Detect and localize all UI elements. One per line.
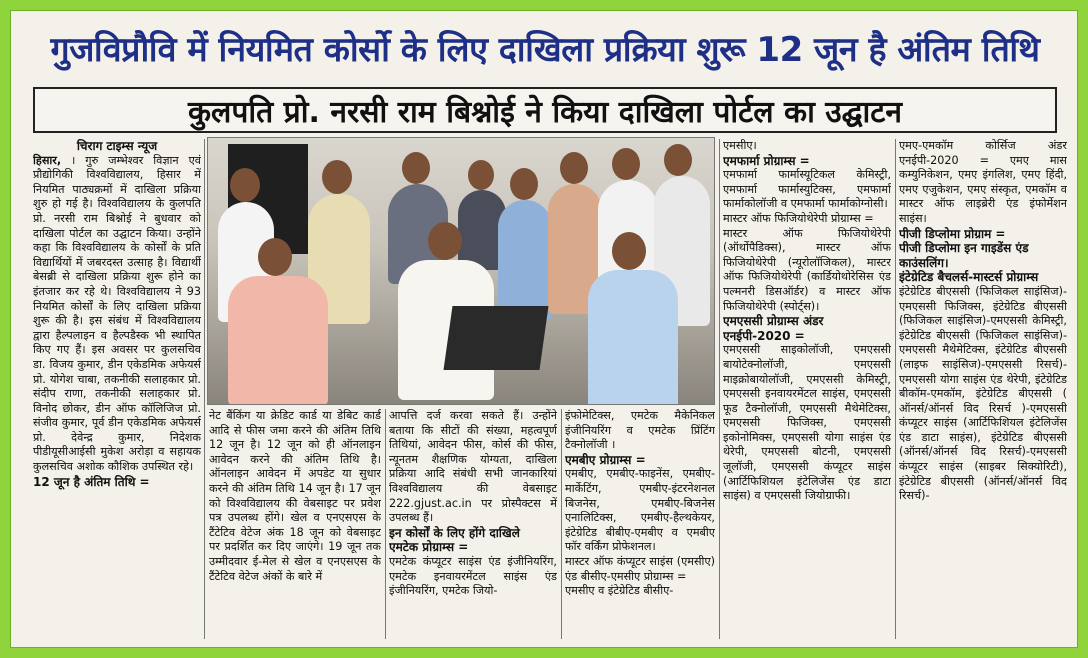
column-4-body-3: एमसीए व इंटेग्रेटिड बीसीए- <box>565 584 674 598</box>
column-5-body-1: एमफार्मा फार्मास्यूटिकल केमिस्ट्री, एमफार्मा फार्मास्युटिक्स, एमफार्मा फार्माकोलॉजी व एमफार्मा फार्माकोग्नोसी। <box>723 168 891 211</box>
column-2 <box>209 409 381 645</box>
column-5 <box>723 139 891 645</box>
laptop <box>444 306 549 370</box>
column-4-body-2: मास्टर ऑफ कंप्यूटर साइंस (एमसीए) एंड बीसीए-एमसीए प्रोग्राम्स = <box>565 554 715 583</box>
column-divider <box>561 409 562 639</box>
section-pg-diploma-course: पीजी डिप्लोमा इन गाइडेंस एंड काउंसलिंग। <box>899 241 1029 270</box>
column-1 <box>33 139 201 645</box>
section-mtech: एमटेक प्रोग्राम्स = <box>389 540 469 555</box>
column-1-body: । गुरु जम्भेश्वर विज्ञान एवं प्रौद्योगिकी विश्वविद्यालय, हिसार में नियमित पाठ्यक्रमों में दाखिला प्रक्रिया शुरु हो गई है। विश्वविद्यालय के कुलपति प्रो. नरसी राम बिश्नोई ने बुधवार को दाखिला पोर्टल का उद्घाटन किया। उन्होंने कहा कि विश्वविद्यालय के कोर्सों के प्रति विद्यार्थियों में जबरदस्त उत्साह है। विद्यार्थी बेसब्री से दाखिला प्रक्रिया शुरू होने का इंतजार कर रहे थे। विश्वविद्यालय ने 93 नियमित कोर्सों के लिए दाखिला प्रक्रिया शुरू की है। इस संबंध में विश्वविद्यालय द्वारा हैल्पलाइन व हैल्पडैस्क भी स्थापित किए गए हैं। इस अवसर पर कुलसचिव डा. विजय कुमार, डीन एकेडमिक अफेयर्स प्रो. योगेश चाबा, तकनीकी सलाहकार प्रो. संदीप राणा, तकनीकी सलाहकार प्रो. विनोद छोकर, डीन ऑफ कॉलिजिज प्रो. संजीव कुमार, पूर्व डीन एकेडमिक अफेयर्स प्रो. देवेन्द्र कुमार, निदेशक पीडीयूसीआईसी मुकेश अरोड़ा व सहायक कुलसचिव अशोक कौशिक उपस्थित रहे। <box>33 153 201 474</box>
column-3-body-2: एमटेक कंप्यूटर साइंस एंड इंजीनियरिंग, एमटेक इनवायरमेंटल साइंस एंड इंजीनियरिंग, एमटेक जियो- <box>389 554 557 598</box>
column-5-body-3: मास्टर ऑफ फिजियोथेरेपी (ऑर्थोपैडिक्स), मास्टर ऑफ फिजियोथेरेपी (न्यूरोलॉजिकल), मास्टर ऑफ फिजियोथेरेपी (कार्डियोथोरेसिस एंड पल्मनरी डिसऑर्डर) व मास्टर ऑफ फिजियोथेरेपी (स्पोर्ट्स)। <box>723 226 891 313</box>
section-last-date: 12 जून है अंतिम तिथि = <box>33 474 150 489</box>
column-divider <box>385 409 386 639</box>
column-4-body-1: एमबीए, एमबीए-फाइनेंस, एमबीए-मार्केटिंग, एमबीए-इंटरनेशनल बिजनेस, एमबीए-बिजनेस एनालिटिक्स, एमबीए-हैल्थकेयर, इंटेग्रेटिड बीबीए-एमबीए व एमबीए फॉर वर्किंग प्रोफेशनल। <box>565 467 715 554</box>
column-4 <box>565 409 715 645</box>
section-msc: एमएससी प्रोग्राम्स अंडर एनईपी-2020 = <box>723 314 824 343</box>
byline: चिराग टाइम्स न्यूज <box>76 139 158 153</box>
section-integrated: इंटेग्रेटिड बैचलर्स-मास्टर्स प्रोग्राम्स <box>899 270 1039 285</box>
column-3 <box>389 409 557 645</box>
column-6 <box>899 139 1067 645</box>
column-4-body: इंफोमेटिक्स, एमटेक मैकेनिकल इंजीनियरिंग व एमटेक प्रिंटिंग टैक्नोलॉजी । <box>565 409 715 452</box>
column-divider <box>204 139 205 639</box>
newspaper-clipping <box>10 10 1078 648</box>
column-divider <box>719 139 720 639</box>
section-mpharma: एमफार्मा प्रोग्राम्स = <box>723 153 810 168</box>
section-courses: इन कोर्सों के लिए होंगे दाखिले <box>389 525 520 540</box>
column-6-body: एमए-एमकॉम कोर्सिज अंडर एनईपी-2020 = एमए मास कम्युनिकेशन, एमए इंगलिश, एमए हिंदी, एमए एजुकेशन, एमए संस्कृत, एमकॉम व मास्टर ऑफ लाइब्रेरी एंड इंफोर्मेशन साइंस। <box>899 139 1067 225</box>
event-photo <box>207 137 715 405</box>
subheadline: कुलपति प्रो. नरसी राम बिश्नोई ने किया दाखिला पोर्टल का उद्घाटन <box>33 87 1057 133</box>
headline: गुजविप्रौवि में नियमित कोर्सो के लिए दाखिला प्रक्रिया शुरू 12 जून है अंतिम तिथि <box>50 30 1040 70</box>
column-5-body-2: मास्टर ऑफ फिजियोथेरेपी प्रोग्राम्स = <box>723 211 874 225</box>
column-5-body-4: एमएससी साइकोलॉजी, एमएससी बायोटेक्नोलॉजी, एमएससी माइक्रोबायोलॉजी, एमएससी केमिस्ट्री, एमएससी इनवायरमेंटल साइंस, एमएससी फूड टैक्नोलॉजी, एमएससी मैथेमेटिक्स, एमएससी फिजिक्स, एमएससी इकोनोमिक्स, एमएससी योगा साइंस एंड थेरेपी, एमएससी बोटनी, एमएससी जूलॉजी, एमएससी कंप्यूटर साइंस (आर्टिफिशियल इंटेलिजेंस एंड डाटा साइंस) व एमएससी जियोग्राफी। <box>723 343 891 503</box>
column-2-body: नेट बैंकिंग या क्रेडिट कार्ड या डेबिट कार्ड आदि से फीस जमा करने की अंतिम तिथि 12 जून है। 12 जून को ही ऑनलाइन आवेदन करने की अंतिम तिथि है। ऑनलाइन आवेदन में अपडेट या सुधार करने की अंतिम तिथि 14 जून है। 17 जून को विश्वविद्यालय की वेबसाइट पर प्रवेश पत्र उपलब्ध होंगे। खेल व एनएसएस के टैंटेटिव वेटेज अंक 18 जून को वेबसाइट पर प्रदर्शित कर दिए जाएंगे। 19 जून तक उम्मीदवार ई-मेल से खेल व एनएसएस के टैंटेटिव वेटेज अंकों के बारे में <box>209 409 381 583</box>
column-6-body-2: इंटेग्रेटिड बीएससी (फिजिकल साइंसिज)-एमएससी फिजिक्स, इंटेग्रेटिड बीएससी (फिजिकल साइंसिज)-एमएससी केमिस्ट्री, इंटेग्रेटिड बीएससी (फिजिकल साइंसिज)-एमएससी मैथेमेटिक्स, इंटेग्रेटिड बीएससी (लाइफ साइंसिज)-एमएससी रिसर्च)-एमएससी योगा साइंस एंड थेरेपी, इंटेग्रेटिड बीकॉम-एमकॉम, इंटेग्रेटिड बीएससी ( ऑनर्स/ऑनर्स विद रिसर्च )-एमएससी कंप्यूटर साइंस (आर्टिफिशियल इंटेलिजेंस एंड डाटा साइंस), इंटेग्रेटिड बीएससी (ऑनर्स/ऑनर्स विद रिसर्च)-एमएससी कंप्यूटर साइंस (साइबर सिक्योरिटी), इंटेग्रेटिड बीएससी (ऑनर्स/ऑनर्स विद रिसर्च)- <box>899 284 1067 503</box>
section-pg-diploma: पीजी डिप्लोमा प्रोग्राम = <box>899 226 1006 241</box>
column-1-text <box>33 154 201 475</box>
section-mba: एमबीए प्रोग्राम्स = <box>565 452 646 467</box>
column-3-body: आपत्ति दर्ज करवा सकते हैं। उन्होंने बताया कि सीटों की संख्या, महत्वपूर्ण तिथियां, आवेदन फीस, कोर्स की फीस, न्यूनतम शैक्षणिक योग्यता, दाखिला प्रक्रिया आदि संबंधी सभी जानकारियां विश्वविद्यालय की वेबसाइट 222.gjust.ac.in पर प्रोस्पैक्टस में उपलब्ध हैं। <box>389 409 557 525</box>
column-divider <box>895 139 896 639</box>
dateline: हिसार, <box>33 153 62 167</box>
column-5-body: एमसीए। <box>723 139 757 152</box>
